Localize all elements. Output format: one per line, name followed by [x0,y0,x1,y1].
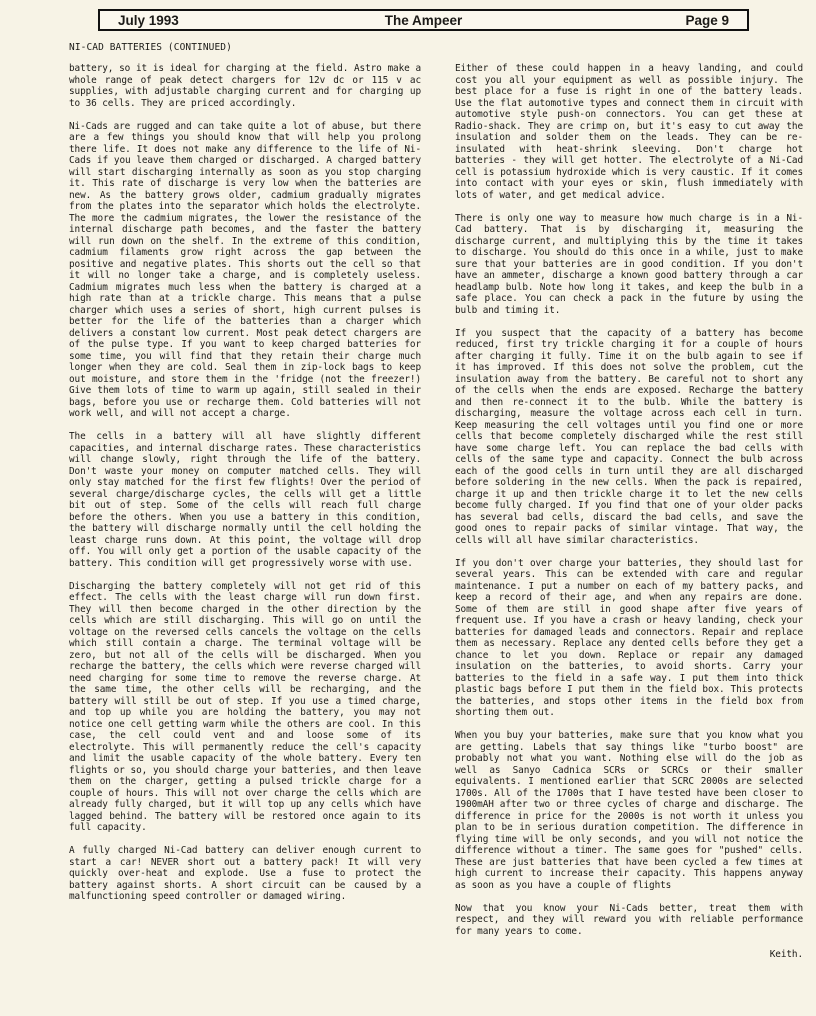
issue-date: July 1993 [118,13,179,28]
author-signoff: Keith. [769,948,803,960]
paragraph: If you don't over charge your batteries, they should last for several years. This can be extended with care and regular maintenance. I put a number on each of my battery packs, and keep a record of their age, and when any repairs are done. Some of them are still in good shape after five years of frequent use. If you have a crash or heavy landing, check your batteries for damaged leads and connectors. Repair and replace them as necessary. Replace any dented cells before they get a chance to let you down. Replace or repair any damaged insulation on the batteries, to avoid shorts. Carry your batteries to the field in a safe way. I put them into thick plastic bags before I put them in the field box. This protects the batteries, and stops other items in the field box from shorting them out. [455,557,803,718]
paragraph: Discharging the battery completely will not get rid of this effect. The cells with the least charge will run down first. They will then become charged in the other direction by the cells which are still discharging. This will go on until the voltage on the reversed cells cancels the voltage on the cells which still contain a charge. The terminal voltage will be zero, but not all of the cells will be discharged. When you recharge the battery, the cells which were reverse charged will need charging for some time to remove the reverse charge. At the same time, the other cells will be recharging, and the battery will still be out of step. If you use a timed charge, and top up while you are holding the battery, you may not notice one cell getting warm while the others are cool. In this case, the cell could vent and and loose some of its electrolyte. This will permanently reduce the cell's capacity and limit the usable capacity of the whole battery. Every ten flights or so, you should charge your batteries, and then leave them on the charger, getting a pulsed trickle charge for a couple of hours. This will not over charge the cells which are already fully charged, but it will top up any cells which have lagged behind. The battery will be restored once again to its full capacity. [69,580,421,833]
paragraph: There is only one way to measure how much charge is in a Ni-Cad battery. That is by discharging it, measuring the discharge current, and multiplying this by the time it takes to discharge. You should do this once in a while, just to make sure that your batteries are in good condition. If you don't have an ammeter, discharge a known good battery through a car headlamp bulb. Note how long it takes, and keep the bulb in a safe place. You can check a pack in the future by using the bulb and timing it. [455,212,803,316]
paragraph: battery, so it is ideal for charging at the field. Astro make a whole range of peak detect chargers for 12v dc or 115 v ac supplies, with adjustable charging current and for charging up to 36 cells. They are priced accordingly. [69,63,421,109]
page-header [98,9,749,31]
paragraph: If you suspect that the capacity of a battery has become reduced, first try trickle charging it for a couple of hours after charging it fully. Time it on the bulb again to see if it has improved. If this does not solve the problem, cut the insulation away from the battery. Be careful not to short any of the cells when the ends are exposed. Recharge the battery and then re-connect it to the bulb. While the battery is discharging, measure the voltage across each cell in turn. Keep measuring the cell voltages until you find one or more cells that become completely discharged while the rest still have some charge left. You can replace the bad cells with cells of the same type and capacity. Connect the bulb across each of the good cells in turn until they are all discharged before soldering in the new cells. When the pack is repaired, charge it up and then trickle charge it to let the new cells become fully charged. If you find that one of your older packs has several bad cells, discard the bad cells, and save the good ones to repair packs of similar vintage. That way, the cells will all have similar characteristics. [455,327,803,546]
paragraph: A fully charged Ni-Cad battery can deliver enough current to start a car! NEVER short out a battery pack! It will very quickly over-heat and explode. Use a fuse to protect the battery against shorts. A short circuit can be caused by a malfunctioning speed controller or damaged wiring. [69,845,421,902]
left-column [69,63,421,903]
paragraph: The cells in a battery will all have slightly different capacities, and internal discharge rates. These characteristics will change slowly, right through the life of the battery. Don't waste your money on computer matched cells. They will only stay matched for the first few flights! Over the period of several charge/discharge cycles, the cells will get a little bit out of step. Some of the cells will reach full charge before the others. When you use a battery in this condition, the battery will discharge normally until the cell holding the least charge runs down. At this point, the voltage will drop off. You will only get a portion of the usable capacity of the battery. This condition will get progressively worse with use. [69,431,421,569]
section-title: NI-CAD BATTERIES (CONTINUED) [69,42,232,53]
paragraph: Now that you know your Ni-Cads better, treat them with respect, and they will reward you with reliable performance for many years to come. [455,902,803,937]
paragraph: When you buy your batteries, make sure that you know what you are getting. Labels that say things like "turbo boost" are probably not what you want. Nothing else will do the job as well as Sanyo Cadnica SCRs or SCRCs or their smaller equivalents. I mentioned earlier that SCRC 2000s are selected 1700s. All of the 1700s that I have tested have been closer to 1900mAH after two or three cycles of charge and discharge. The difference in price for the 2000s is not worth it unless you plan to be in serious duration competition. The difference in flying time will be only seconds, and you will not notice the difference without a timer. The same goes for "pushed" cells. These are just batteries that have been cycled a few times at high current to increase their capacity. This happens anyway as soon as you have a couple of flights [455,730,803,891]
page-number: Page 9 [685,13,729,28]
paragraph: Either of these could happen in a heavy landing, and could cost you all your equipment as well as possible injury. The best place for a fuse is right in one of the battery leads. Use the flat automotive types and connect them in circuit with automotive style push-on connectors. You can get these at Radio-shack. They are crimp on, but it's easy to cut away the insulation and solder them on the leads. They can be re-insulated with heat-shrink sleeving. Don't charge hot batteries - they will get hotter. The electrolyte of a Ni-Cad cell is potassium hydroxide which is very caustic. If it comes into contact with your eyes or skin, flush immediately with lots of water, and get medical advice. [455,63,803,201]
newsletter-title: The Ampeer [384,13,463,28]
right-column [455,63,803,960]
paragraph: Ni-Cads are rugged and can take quite a lot of abuse, but there are a few things you should know that will help you prolong there life. It does not make any difference to the life of Ni-Cads if you leave them charged or discharged. A charged battery will start discharging internally as soon as you stop charging it. This rate of discharge is very low when the batteries are new. As the battery grows older, cadmium gradually migrates from the plates into the separator which holds the electrolyte. The more the cadmium migrates, the lower the resistance of the internal discharge path becomes, and the faster the battery will run down on the shelf. In the extreme of this condition, cadmium filaments grow right across the gap between the positive and negative plates. This shorts out the cell so that it will no longer take a charge, and is completely useless. Cadmium migrates much less when the battery is charged at a high rate than at a trickle charge. This means that a pulse charger which uses a series of short, high current pulses is better for the life of the batteries than a charger which delivers a constant low current. Most peak detect chargers are of the pulse type. If you want to keep charged batteries for some time, you will find that they retain their charge much longer when they are cold. Seal them in zip-lock bags to keep out moisture, and store them in the 'fridge (not the freezer!) Give them lots of time to warm up again, still sealed in their bags, before you use or recharge them. Cold batteries will not work well, and will not accept a charge. [69,120,421,419]
